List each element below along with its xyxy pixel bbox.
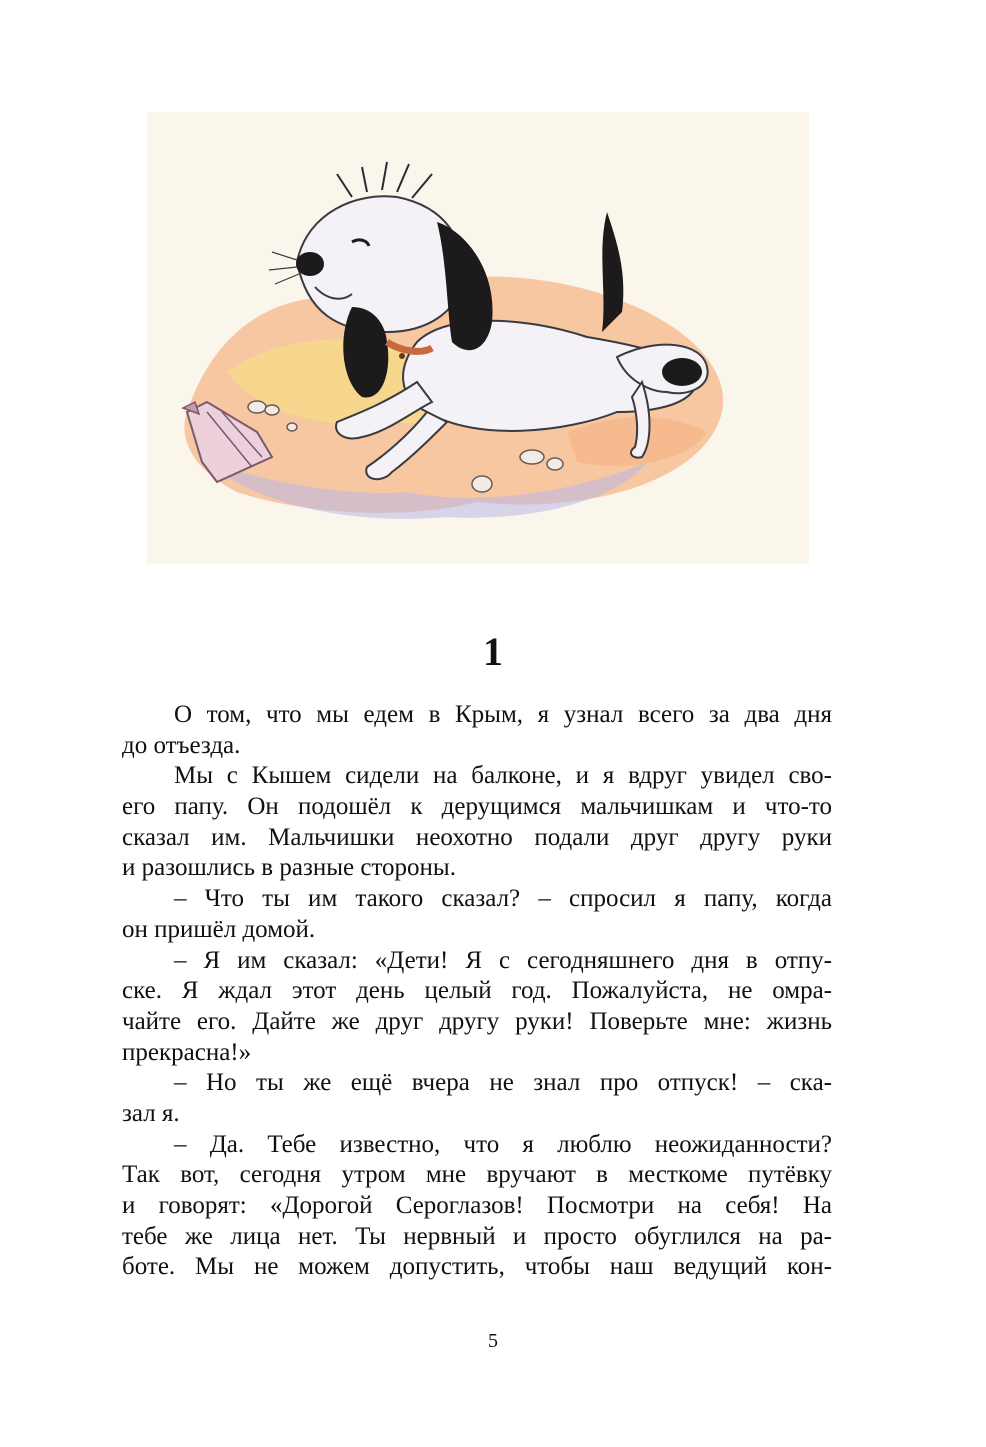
text-line: зал я. [122, 1099, 180, 1127]
text-line: его папу. Он подошёл к дерущимся мальчишкам и что-то [122, 793, 832, 821]
text-line: О том, что мы едем в Крым, я узнал всего за два дня [174, 701, 832, 728]
text-line: чайте его. Дайте же друг другу руки! Поверьте мне: жизнь [122, 1007, 832, 1035]
text-line: и разошлись в разные стороны. [122, 854, 456, 882]
text-line: – Что ты им такого сказал? – спросил я папу, когда [174, 885, 832, 913]
body-text [122, 700, 832, 1283]
text-line: сказал им. Мальчишки неохотно подали друг другу руки [122, 823, 832, 851]
text-line: тебе же лица нет. Ты нервный и просто обуглился на ра- [122, 1222, 832, 1250]
page-number: 5 [488, 1330, 498, 1352]
text-line: до отъезда. [122, 731, 241, 759]
text-line: прекрасна!» [122, 1038, 252, 1066]
chapter-number: 1 [483, 629, 503, 674]
puppy-illustration [147, 112, 809, 564]
text-line: – Но ты же ещё вчера не знал про отпуск! – ска- [174, 1069, 832, 1097]
text-line: боте. Мы не можем допустить, чтобы наш ведущий кон- [122, 1253, 832, 1281]
text-line: Так вот, сегодня утром мне вручают в месткоме путёвку [122, 1161, 832, 1189]
text-line: и говорят: «Дорогой Сероглазов! Посмотри на себя! На [122, 1192, 832, 1219]
text-line: ске. Я ждал этот день целый год. Пожалуйста, не омра- [122, 977, 832, 1005]
text-line: – Да. Тебе известно, что я люблю неожиданности? [174, 1130, 832, 1158]
text-line: Мы с Кышем сидели на балконе, и я вдруг увидел сво- [174, 762, 832, 790]
text-line: – Я им сказал: «Дети! Я с сегодняшнего дня в отпу- [174, 946, 832, 974]
text-line: он пришёл домой. [122, 915, 316, 943]
